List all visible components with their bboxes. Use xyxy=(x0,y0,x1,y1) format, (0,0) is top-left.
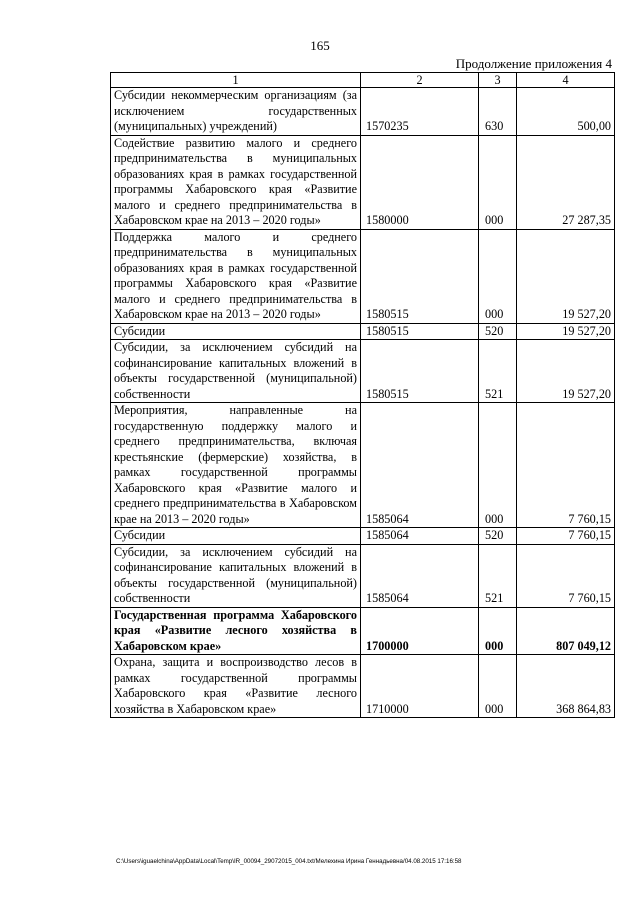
table-row xyxy=(111,229,615,323)
appendix-continuation-label: Продолжение приложения 4 xyxy=(455,56,612,71)
row-type-cell: 000 xyxy=(479,607,517,655)
row-amount-cell: 19 527,20 xyxy=(517,229,615,323)
table-body xyxy=(111,88,615,718)
table-row xyxy=(111,544,615,607)
row-code-cell: 1585064 xyxy=(361,544,479,607)
row-code-cell: 1710000 xyxy=(361,655,479,718)
row-type-cell: 000 xyxy=(479,655,517,718)
header-cell-code: 2 xyxy=(361,73,479,88)
header-cell-type: 3 xyxy=(479,73,517,88)
budget-table xyxy=(110,72,615,718)
document-footer-path: C:\Users\iguaelchina\AppData\Local\Temp\IR_00094_29072015_004.txt/Мелехина Ирина Геннадьевна/04.08.2015 17:16:58 xyxy=(116,858,462,865)
row-code-cell: 1585064 xyxy=(361,528,479,545)
row-name-cell: Охрана, защита и воспроизводство лесов в рамках государственной программы Хабаровского края «Развитие лесного хозяйства в Хабаровском крае» xyxy=(111,655,361,718)
table-row xyxy=(111,135,615,229)
row-name-cell: Субсидии xyxy=(111,528,361,545)
row-amount-cell: 7 760,15 xyxy=(517,403,615,528)
table-row xyxy=(111,340,615,403)
row-amount-cell: 19 527,20 xyxy=(517,340,615,403)
row-amount-cell: 7 760,15 xyxy=(517,528,615,545)
table-header-row xyxy=(111,73,615,88)
row-code-cell: 1580515 xyxy=(361,229,479,323)
row-name-cell: Субсидии, за исключением субсидий на софинансирование капитальных вложений в объекты государственной (муниципальной) собственности xyxy=(111,544,361,607)
table-row xyxy=(111,607,615,655)
row-name-cell: Содействие развитию малого и среднего предпринимательства в муниципальных образованиях края в рамках государственной программы Хабаровского края «Развитие малого и среднего предпринимательства в Хабаровском крае на 2013 – 2020 годы» xyxy=(111,135,361,229)
row-type-cell: 000 xyxy=(479,135,517,229)
row-code-cell: 1580515 xyxy=(361,340,479,403)
row-code-cell: 1580515 xyxy=(361,323,479,340)
header-cell-amount: 4 xyxy=(517,73,615,88)
row-code-cell: 1700000 xyxy=(361,607,479,655)
row-name-cell: Субсидии xyxy=(111,323,361,340)
row-name-cell: Субсидии некоммерческим организациям (за исключением государственных (муниципальных) учреждений) xyxy=(111,88,361,136)
page-number: 165 xyxy=(310,38,330,53)
row-code-cell: 1580000 xyxy=(361,135,479,229)
row-name-cell: Мероприятия, направленные на государственную поддержку малого и среднего предпринимательства, включая крестьянские (фермерские) хозяйства, в рамках государственной программы Хабаровского края «Развитие малого и среднего предпринимательства в Хабаровском крае на 2013 – 2020 годы» xyxy=(111,403,361,528)
row-amount-cell: 368 864,83 xyxy=(517,655,615,718)
row-type-cell: 520 xyxy=(479,323,517,340)
row-type-cell: 000 xyxy=(479,229,517,323)
table-row xyxy=(111,655,615,718)
row-type-cell: 521 xyxy=(479,340,517,403)
table-row xyxy=(111,323,615,340)
row-name-cell: Поддержка малого и среднего предпринимательства в муниципальных образованиях края в рамках государственной программы Хабаровского края «Развитие малого и среднего предпринимательства в Хабаровском крае на 2013 – 2020 годы» xyxy=(111,229,361,323)
header-cell-name: 1 xyxy=(111,73,361,88)
table-row xyxy=(111,88,615,136)
row-type-cell: 520 xyxy=(479,528,517,545)
row-code-cell: 1570235 xyxy=(361,88,479,136)
row-code-cell: 1585064 xyxy=(361,403,479,528)
table-row xyxy=(111,403,615,528)
row-amount-cell: 7 760,15 xyxy=(517,544,615,607)
row-amount-cell: 27 287,35 xyxy=(517,135,615,229)
row-type-cell: 630 xyxy=(479,88,517,136)
table-row xyxy=(111,528,615,545)
row-amount-cell: 500,00 xyxy=(517,88,615,136)
row-type-cell: 521 xyxy=(479,544,517,607)
row-amount-cell: 807 049,12 xyxy=(517,607,615,655)
row-type-cell: 000 xyxy=(479,403,517,528)
row-amount-cell: 19 527,20 xyxy=(517,323,615,340)
row-name-cell: Субсидии, за исключением субсидий на софинансирование капитальных вложений в объекты государственной (муниципальной) собственности xyxy=(111,340,361,403)
row-name-cell: Государственная программа Хабаровского края «Развитие лесного хозяйства в Хабаровском крае» xyxy=(111,607,361,655)
